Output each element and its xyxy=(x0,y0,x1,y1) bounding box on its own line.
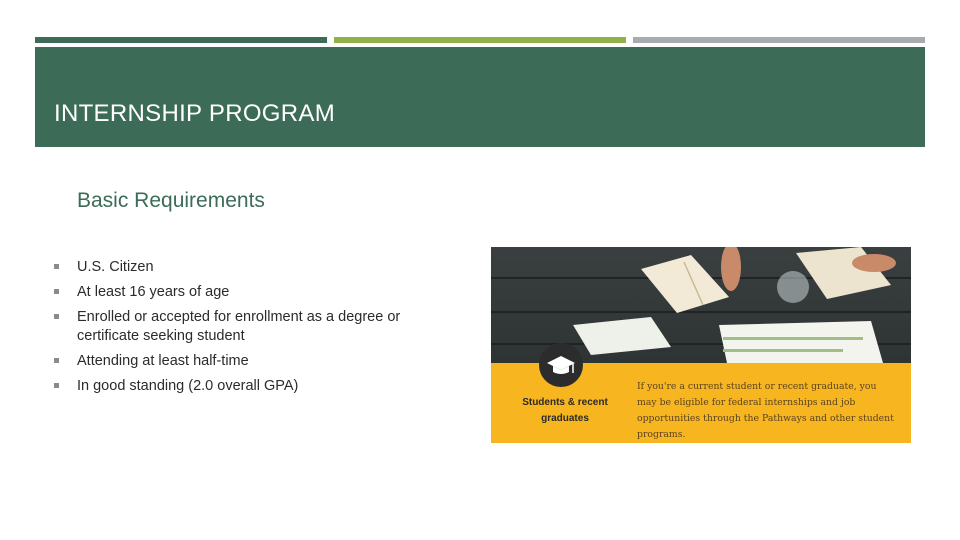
slide-title: INTERNSHIP PROGRAM xyxy=(54,100,335,127)
list-item: Enrolled or accepted for enrollment as a degree or certificate seeking student xyxy=(54,308,454,346)
requirements-list xyxy=(54,258,454,402)
banner-text: If you're a current student or recent graduate, you may be eligible for federal internships and job opportunities through the Pathways and other student programs. xyxy=(637,381,894,440)
bullet-icon xyxy=(54,264,59,269)
top-bar-dark xyxy=(35,37,327,43)
bullet-icon xyxy=(54,314,59,319)
slide-subtitle: Basic Requirements xyxy=(77,189,265,212)
bullet-icon xyxy=(54,358,59,363)
pathways-image xyxy=(491,247,911,443)
bullet-icon xyxy=(54,383,59,388)
list-item: In good standing (2.0 overall GPA) xyxy=(54,377,454,396)
list-item: At least 16 years of age xyxy=(54,283,454,302)
list-item: U.S. Citizen xyxy=(54,258,454,277)
top-bar-gray xyxy=(633,37,925,43)
top-bar-light xyxy=(334,37,626,43)
banner-label: Students & recent graduates xyxy=(522,397,608,424)
bullet-icon xyxy=(54,289,59,294)
graduation-cap-icon xyxy=(539,343,583,387)
title-band xyxy=(35,47,925,147)
list-item: Attending at least half-time xyxy=(54,352,454,371)
